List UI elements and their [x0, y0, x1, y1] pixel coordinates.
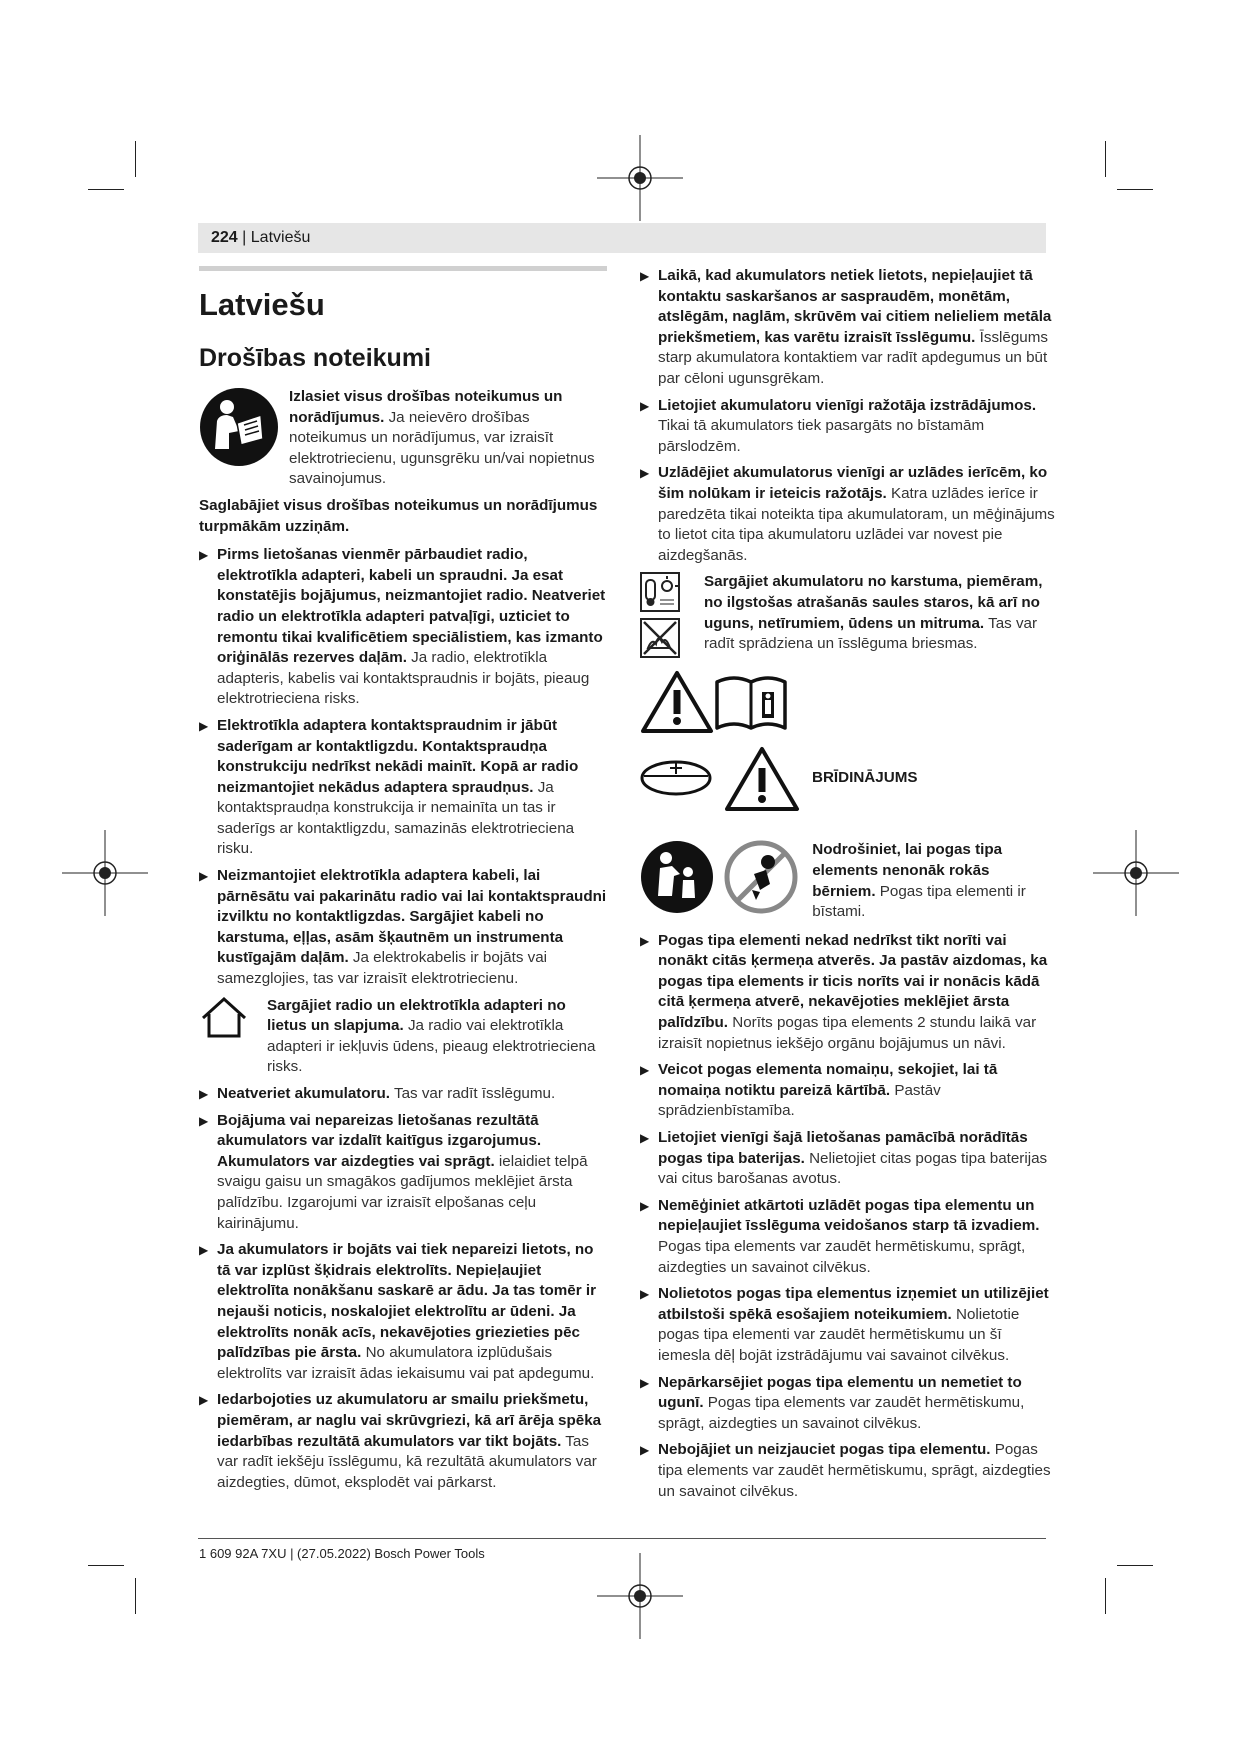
- list-item: [640, 931, 1055, 1055]
- heat-note-block: [640, 572, 1055, 658]
- registration-mark-top: [597, 135, 683, 221]
- page-header: [211, 229, 310, 247]
- child-warning-bold: Nodrošiniet, lai pogas tipa elements nenonāk rokās bērniem.: [812, 841, 1003, 900]
- list-item: [199, 1390, 607, 1493]
- bullet-arrow-icon: ▶: [640, 1375, 650, 1390]
- list-item: [640, 1440, 1055, 1502]
- bullet-normal: Katra uzlādes ierīce ir paredzēta tikai noteikta tipa akumulatoram, un mēģinājums to lietot cita tipa akumulatoru uzlādei var novest pie aizdegšanās.: [658, 484, 1055, 564]
- registration-mark-bottom: [597, 1553, 683, 1639]
- bullet-normal: Pogas tipa elements var zaudēt hermētiskumu, sprāgt, aizdegties un savainot cilvēkus.: [658, 1394, 1025, 1432]
- bullet-list-right-2: [640, 931, 1055, 1502]
- bullet-bold: Uzlādējiet akumulatorus vienīgi ar uzlādes ierīcēm, ko šim nolūkam ir ieteicis ražotājs.: [658, 464, 1048, 502]
- intro-block: [199, 387, 607, 490]
- crop-mark: [1117, 189, 1153, 190]
- intro-text: [289, 387, 607, 490]
- bullet-bold: Pogas tipa elementi nekad nedrīkst tikt norīti vai nonākt citās ķermeņa atverēs. Ja pastāv aizdomas, ka pogas tipa elements ir ticis norīts vai ir nonācis kādā citā ķermeņa atverē, nekavējoties meklējiet ārsta palīdzību.: [658, 931, 1048, 1032]
- bullet-normal: Tikai tā akumulators tiek pasargāts no bīstamām pārslodzēm.: [658, 417, 985, 455]
- warning-triangle-icon: [640, 670, 714, 734]
- bullet-arrow-icon: ▶: [640, 1198, 650, 1213]
- page-number: 224: [211, 229, 238, 246]
- warning-symbols-row: [640, 666, 1055, 746]
- crop-mark: [1105, 141, 1106, 177]
- bullet-arrow-icon: ▶: [199, 548, 209, 563]
- house-note-normal: Ja radio vai elektrotīkla adapteri ir iekļuvis ūdens, pieaug elektrotrieciena risks.: [267, 1017, 596, 1076]
- bullet-arrow-icon: ▶: [640, 269, 650, 283]
- bullet-arrow-icon: ▶: [640, 1131, 650, 1146]
- bullet-bold: Veicot pogas elementa nomaiņu, sekojiet, lai tā nomaiņa notiktu pareizā kārtībā.: [658, 1061, 998, 1099]
- child-warning-normal: Pogas tipa elementi ir bīstami.: [812, 882, 1026, 921]
- bullet-arrow-icon: ▶: [199, 718, 209, 733]
- bullet-normal: Pogas tipa elements var zaudēt hermētiskumu, sprāgt, aizdegties un savainot cilvēkus.: [658, 1238, 1026, 1276]
- read-manual-icon: [199, 387, 279, 474]
- bullet-normal: Ja kontaktspraudņa konstrukcija ir nemainīta un tas ir saderīgs ar kontaktligzdu, samazinās elektrotrieciena risku.: [217, 778, 575, 858]
- child-warning-block: [640, 840, 1055, 922]
- warning-triangle-icon: [724, 746, 800, 812]
- crop-mark: [88, 1565, 124, 1566]
- title-rule: [199, 266, 607, 271]
- list-item: [640, 1373, 1055, 1435]
- page-footer: 1 609 92A 7XU | (27.05.2022) Bosch Power Tools: [199, 1546, 485, 1561]
- bullet-normal: Nelietojiet citas pogas tipa baterijas vai citus barošanas avotus.: [658, 1149, 1048, 1188]
- bullet-arrow-icon: ▶: [640, 398, 650, 413]
- list-item: [640, 266, 1055, 390]
- heat-note-text: [704, 572, 1055, 654]
- section-heading: Drošības noteikumi: [199, 344, 431, 372]
- bullet-bold: Ja akumulators ir bojāts vai tiek nepareizi lietots, no tā var izplūst šķidrais elektrolīts. Nepieļaujiet elektrolīta nonākšanu saskarē ar ādu. Ja tas tomēr ir nejauši noticis, noskalojiet elektrolītu ar ūdeni. Ja elektrolīts nonāk acīs, nekavējoties griezieties pēc palīdzības pie ārsta.: [217, 1241, 597, 1362]
- list-item: [199, 545, 607, 710]
- list-item: [640, 463, 1055, 566]
- button-cell-warning-row: [640, 746, 1055, 836]
- bullet-normal: Tas var radīt iekšēju īsslēgumu, kā rezultātā akumulators var aizdegties, dūmot, eksplodēt vai pārkarst.: [217, 1432, 597, 1491]
- bullet-arrow-icon: ▶: [640, 933, 650, 948]
- intro-normal: Ja neievēro drošības noteikumus un norādījumus, var izraisīt elektrotriecienu, ugunsgrēku un/vai nopietnus savainojumus.: [289, 408, 595, 488]
- heat-note-normal: Tas var radīt sprādziena un īsslēguma briesmas.: [704, 614, 1038, 653]
- list-item: [199, 1240, 607, 1384]
- bullet-normal: Pogas tipa elements var zaudēt hermētiskumu, sprāgt, aizdegties un savainot cilvēkus.: [658, 1441, 1051, 1500]
- bullet-normal: No akumulatora izplūdušais elektrolīts var izraisīt ādas iekaisumu vai pat apdegumu.: [217, 1344, 595, 1382]
- page-title: Latviešu: [199, 287, 325, 322]
- header-section: Latviešu: [250, 229, 311, 246]
- read-instructions-book-icon: [714, 672, 788, 732]
- list-item: [640, 1284, 1055, 1366]
- bullet-bold: Nepārkarsējiet pogas tipa elementu un nemetiet to ugunī.: [658, 1373, 1022, 1412]
- registration-mark-right: [1093, 830, 1179, 916]
- button-cell-icon: [640, 758, 712, 798]
- bullet-normal: Pastāv sprādzienbīstamība.: [658, 1081, 941, 1120]
- list-item: [199, 716, 607, 860]
- bullet-bold: Elektrotīkla adaptera kontaktspraudnim ir jābūt saderīgam ar kontaktligzdu. Kontaktspraudņa konstrukciju nedrīkst nekādi mainīt. Kopā ar radio neizmantojiet nekādus adaptera spraudņus.: [217, 716, 579, 796]
- bullet-arrow-icon: ▶: [199, 1243, 209, 1258]
- no-swallow-child-icon: [724, 840, 798, 914]
- bullet-normal: Norīts pogas tipa elements 2 stundu laikā var izraisīt nopietnus iekšējo orgānu bojājumus un nāvi.: [658, 1014, 1037, 1052]
- crop-mark: [135, 141, 136, 177]
- bullet-bold: Lietojiet akumulatoru vienīgi ražotāja izstrādājumos.: [658, 396, 1037, 414]
- list-item: [640, 1060, 1055, 1122]
- bullet-bold: Neatveriet akumulatoru.: [217, 1085, 391, 1102]
- list-item: [640, 1128, 1055, 1190]
- indoor-use-house-icon: [199, 996, 249, 1047]
- warning-label: BRĪDINĀJUMS: [812, 769, 918, 787]
- bullet-arrow-icon: ▶: [199, 1087, 209, 1101]
- bullet-normal: Īsslēgums starp akumulatora kontaktiem var radīt apdegumus un būt par cēloni ugunsgrēkam.: [658, 328, 1048, 387]
- heat-icons: [640, 572, 680, 658]
- crop-mark: [1105, 1578, 1106, 1614]
- bullet-bold: Nolietotos pogas tipa elementus izņemiet un utilizējiet atbilstoši spēkā esošajiem noteikumiem.: [658, 1285, 1049, 1323]
- bullet-normal: Nolietotie pogas tipa elementi var zaudēt hermētiskumu un šī iemesla dēļ bojāt izstrādājumu vai savainot cilvēkus.: [658, 1305, 1020, 1364]
- bullet-arrow-icon: ▶: [640, 1443, 650, 1458]
- house-note-block: [199, 996, 607, 1078]
- bullet-bold: Iedarbojoties uz akumulatoru ar smailu priekšmetu, piemēram, ar naglu vai skrūvgriezi, kā arī ārēja spēka iedarbības rezultātā akumulators var tikt bojāts.: [217, 1391, 602, 1450]
- bullet-arrow-icon: ▶: [640, 1063, 650, 1078]
- left-column: [199, 266, 607, 1499]
- child-warning-text: [812, 840, 1055, 922]
- bullet-normal: Ja radio, elektrotīkla adapteris, kabelis vai kontaktspraudnis ir bojāts, pieaug elektrotrieciena risks.: [217, 649, 590, 708]
- bullet-arrow-icon: ▶: [199, 1393, 209, 1408]
- footer-rule: [198, 1538, 1046, 1539]
- list-item: [199, 1111, 607, 1235]
- bullet-arrow-icon: ▶: [199, 1113, 209, 1128]
- list-item: [640, 396, 1055, 458]
- heat-note-bold: Sargājiet akumulatoru no karstuma, piemēram, no ilgstošas atrašanās saules staros, kā arī no uguns, netīrumiem, ūdens un mitruma.: [704, 573, 1043, 632]
- bullet-list-right-1: [640, 266, 1055, 566]
- child-icons: [640, 840, 798, 914]
- bullet-bold: Lietojiet vienīgi šajā lietošanas pamācībā norādītās pogas tipa baterijas.: [658, 1129, 1028, 1167]
- bullet-list-left-1: [199, 545, 607, 989]
- house-note-text: [267, 996, 607, 1078]
- sun-heat-icon: [640, 572, 680, 612]
- bullet-arrow-icon: ▶: [640, 1287, 650, 1302]
- list-item: [199, 1084, 607, 1105]
- intro-bold: Izlasiet visus drošības noteikumus un norādījumus.: [289, 388, 563, 426]
- bullet-normal: Ja elektrokabelis ir bojāts vai samezglojies, tas var izraisīt elektrotriecienu.: [217, 949, 548, 988]
- bullet-bold: Neizmantojiet elektrotīkla adaptera kabeli, lai pārnēsātu vai pakarinātu radio vai lai kontaktspraudni izvilktu no kontaktligzdas. Sargājiet kabeli no karstuma, eļļas, asām šķautnēm un instrumenta kustīgajām daļām.: [217, 867, 607, 967]
- crop-mark: [88, 189, 124, 190]
- crop-mark: [1117, 1565, 1153, 1566]
- bullet-list-left-2: [199, 1084, 607, 1493]
- bullet-normal: Tas var radīt īsslēgumu.: [390, 1085, 556, 1102]
- bullet-normal: ielaidiet telpā svaigu gaisu un smagākos gadījumos meklējiet ārsta palīdzību. Izgarojumi var izraisīt elpošanas ceļu kairinājumu.: [217, 1152, 588, 1232]
- bullet-bold: Laikā, kad akumulators netiek lietots, nepieļaujiet tā kontaktu saskaršanos ar saspraudēm, monētām, atslēgām, naglām, skrūvēm vai citiem nelieliem metāla priekšmetiem, kas varētu izraisīt īsslēgumu.: [658, 267, 1052, 346]
- bullet-bold: Nebojājiet un neizjauciet pogas tipa elementu.: [658, 1441, 991, 1459]
- page-header-bar: [198, 223, 1046, 253]
- house-note-bold: Sargājiet radio un elektrotīkla adapteri no lietus un slapjuma.: [267, 996, 566, 1035]
- list-item: [199, 866, 607, 990]
- bullet-bold: Pirms lietošanas vienmēr pārbaudiet radio, elektrotīkla adapteri, kabeli un spraudni. Ja esat konstatējis bojājumus, neizmantojiet radio. Neatveriet radio un elektrotīkla adapteri patvaļīgi, uzticiet to remontu tikai kvalificētiem speciālistiem, kas izmanto oriģinālās rezerves daļām.: [217, 546, 606, 667]
- bullet-bold: Bojājuma vai nepareizas lietošanas rezultātā akumulators var izdalīt kaitīgus izgarojumus. Akumulators var aizdegties vai sprāgt.: [217, 1111, 542, 1170]
- bullet-bold: Nemēģiniet atkārtoti uzlādēt pogas tipa elementu un nepieļaujiet īsslēguma veidošanos starp tā izvadiem.: [658, 1196, 1040, 1235]
- bullet-arrow-icon: ▶: [640, 466, 650, 481]
- header-separator: |: [242, 229, 251, 246]
- no-fire-water-icon: [640, 618, 680, 658]
- registration-mark-left: [62, 830, 148, 916]
- bullet-arrow-icon: ▶: [199, 869, 209, 884]
- right-column: [640, 266, 1055, 1508]
- crop-mark: [135, 1578, 136, 1614]
- child-adult-icon: [640, 840, 714, 914]
- list-item: [640, 1196, 1055, 1278]
- save-note: Saglabājiet visus drošības noteikumus un norādījumus turpmākām uzziņām.: [199, 496, 598, 535]
